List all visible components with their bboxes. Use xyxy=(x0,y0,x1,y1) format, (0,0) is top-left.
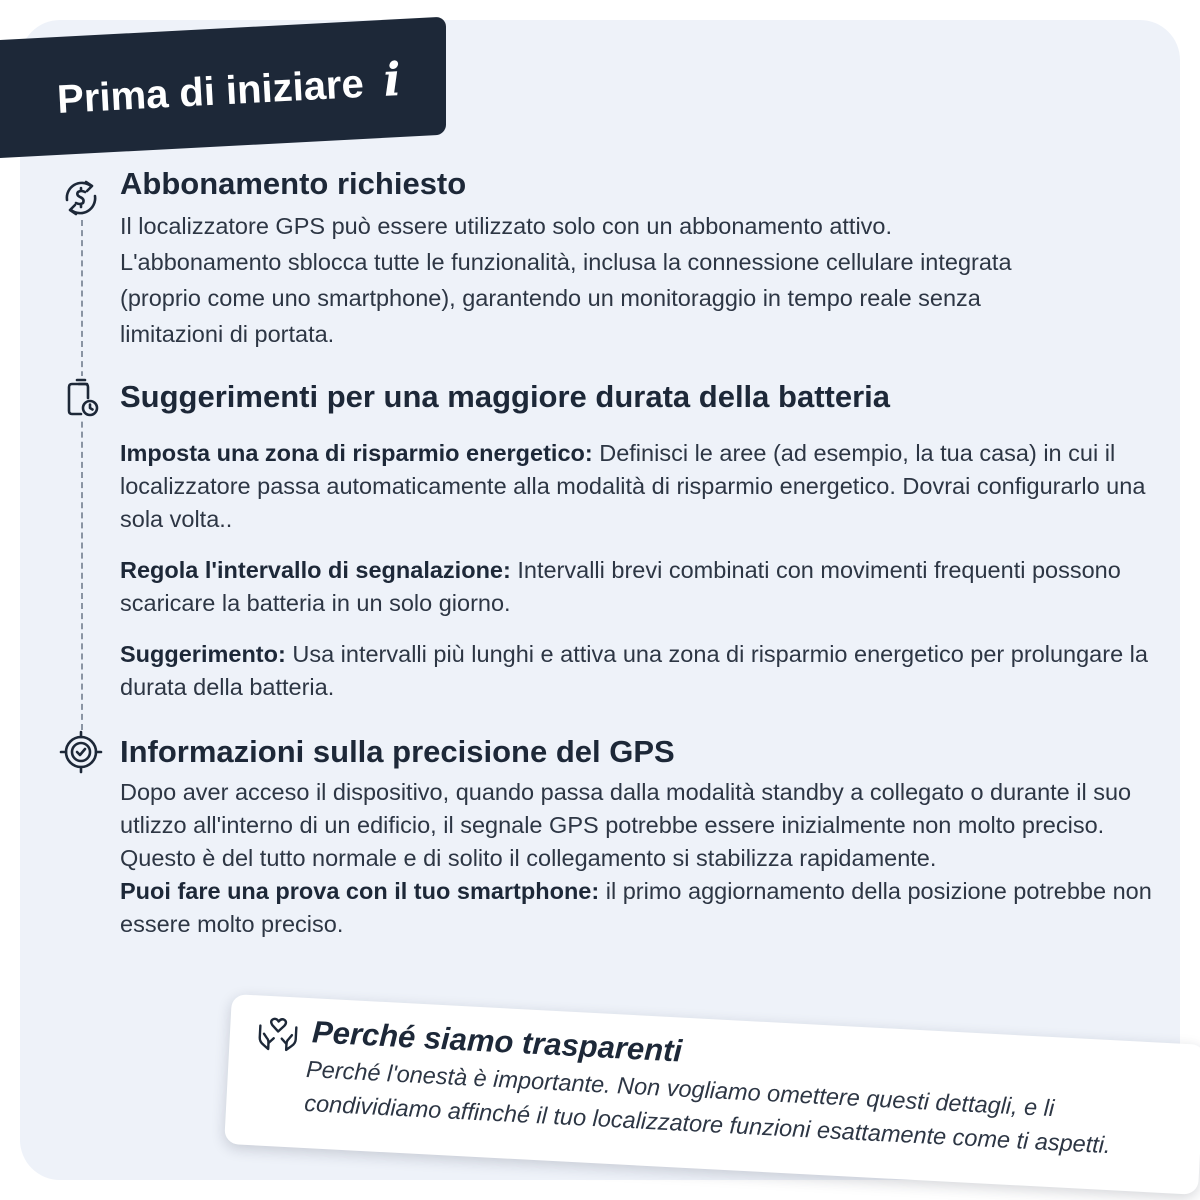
info-icon: i xyxy=(382,51,403,107)
section-gps-accuracy xyxy=(120,734,1175,941)
tip-text: il primo aggiornamento della posizione potrebbe non essere molto preciso. xyxy=(120,878,1152,937)
section-text-line: L'abbonamento sblocca tutte le funzionalità, inclusa la connessione cellulare integrata xyxy=(120,249,1012,275)
smartphone-test-tip xyxy=(120,875,1175,941)
note-title: Perché siamo trasparenti xyxy=(311,1014,683,1069)
battery-tip-item xyxy=(120,437,1175,536)
section-text-line: limitazioni di portata. xyxy=(120,321,335,347)
subscription-renew-icon xyxy=(59,176,103,220)
section-text-line: Il localizzatore GPS può essere utilizzato solo con un abbonamento attivo. xyxy=(120,213,893,239)
banner-title-text: Prima di iniziare xyxy=(56,61,365,122)
section-subscription xyxy=(120,166,1175,352)
battery-tip-item xyxy=(120,554,1175,620)
section-title: Suggerimenti per una maggiore durata della batteria xyxy=(120,379,891,414)
tip-label: Imposta una zona di risparmio energetico: xyxy=(120,440,593,466)
tip-text: Definisci le aree (ad esempio, la tua casa) in cui il localizzatore passa automaticamente alla modalità di risparmio energetico. Dovrai configurarlo una sola volta.. xyxy=(120,440,1146,532)
section-battery-tips xyxy=(120,379,1175,716)
tip-text: Intervalli brevi combinati con movimenti frequenti possono scaricare la batteria in un solo giorno. xyxy=(120,557,1121,616)
section-title: Informazioni sulla precisione del GPS xyxy=(120,734,675,769)
note-text: Perché l'onestà è importante. Non vogliamo omettere questi dettagli, e li condividiamo affinché il tuo localizzatore funzioni esattamente come ti aspetti. xyxy=(303,1056,1112,1159)
section-text: Dopo aver acceso il dispositivo, quando passa dalla modalità standby a collegato o durante il suo utlizzo all'interno di un edificio, il segnale GPS potrebbe essere inizialmente non molto preciso. Questo è del tutto normale e di solito il collegamento si stabilizza rapidamente. xyxy=(120,779,1132,871)
target-check-icon xyxy=(59,730,103,774)
battery-clock-icon xyxy=(60,376,104,420)
tip-label: Suggerimento: xyxy=(120,641,286,667)
section-text-line: (proprio come uno smartphone), garantendo un monitoraggio in tempo reale senza xyxy=(120,285,981,311)
section-title: Abbonamento richiesto xyxy=(120,166,467,201)
timeline-dashed-line xyxy=(81,220,83,730)
tip-text: Usa intervalli più lunghi e attiva una zona di risparmio energetico per prolungare la durata della batteria. xyxy=(120,641,1148,700)
tip-label: Regola l'intervallo di segnalazione: xyxy=(120,557,511,583)
battery-tip-item xyxy=(120,638,1175,704)
hands-heart-icon xyxy=(255,1009,301,1055)
tip-label: Puoi fare una prova con il tuo smartphone: xyxy=(120,878,600,904)
